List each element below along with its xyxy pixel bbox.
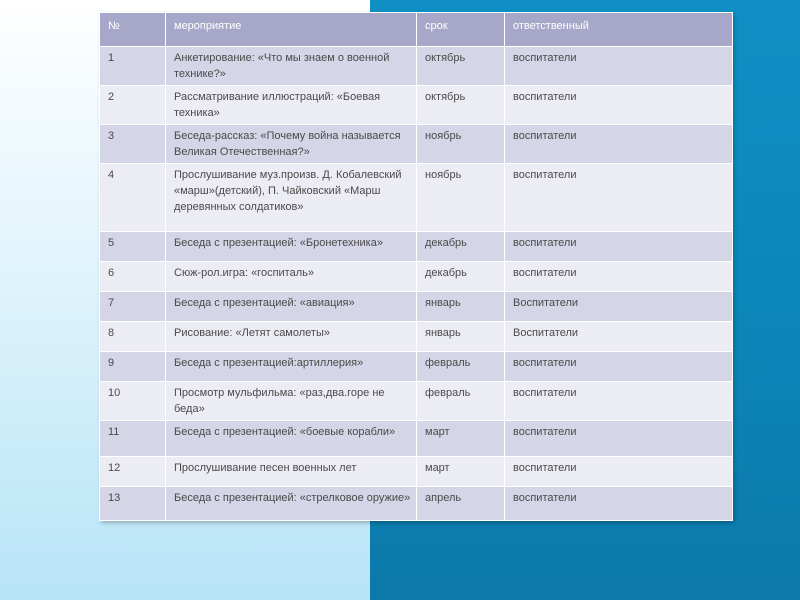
- cell-responsible: воспитатели: [505, 164, 733, 232]
- cell-term: февраль: [417, 352, 505, 382]
- cell-event: Беседа с презентацией: «стрелковое оружие»: [166, 487, 417, 521]
- cell-event: Беседа с презентацией: «боевые корабли»: [166, 421, 417, 457]
- cell-event: Рисование: «Летят самолеты»: [166, 322, 417, 352]
- cell-term: октябрь: [417, 86, 505, 125]
- table-row: [100, 382, 733, 421]
- cell-number: 4: [100, 164, 166, 232]
- cell-event: Сюж-рол.игра: «госпиталь»: [166, 262, 417, 292]
- cell-number: 1: [100, 47, 166, 86]
- cell-responsible: воспитатели: [505, 86, 733, 125]
- table-row: [100, 164, 733, 232]
- cell-number: 11: [100, 421, 166, 457]
- table-row: [100, 292, 733, 322]
- table-row: [100, 352, 733, 382]
- header-event: мероприятие: [166, 13, 417, 47]
- table-row: [100, 125, 733, 164]
- cell-event: Рассматривание иллюстраций: «Боевая техника»: [166, 86, 417, 125]
- header-responsible: ответственный: [505, 13, 733, 47]
- cell-event: Анкетирование: «Что мы знаем о военной технике?»: [166, 47, 417, 86]
- events-table-container: [99, 12, 732, 521]
- cell-responsible: воспитатели: [505, 382, 733, 421]
- cell-number: 8: [100, 322, 166, 352]
- table-row: [100, 457, 733, 487]
- cell-responsible: Воспитатели: [505, 292, 733, 322]
- cell-event: Беседа с презентацией:артиллерия»: [166, 352, 417, 382]
- cell-responsible: воспитатели: [505, 457, 733, 487]
- cell-term: ноябрь: [417, 164, 505, 232]
- cell-event: Беседа с презентацией: «авиация»: [166, 292, 417, 322]
- cell-responsible: воспитатели: [505, 125, 733, 164]
- cell-term: декабрь: [417, 262, 505, 292]
- cell-event: Просмотр мульфильма: «раз,два.горе не беда»: [166, 382, 417, 421]
- cell-responsible: воспитатели: [505, 262, 733, 292]
- cell-event: Прослушивание песен военных лет: [166, 457, 417, 487]
- table-row: [100, 262, 733, 292]
- cell-term: январь: [417, 292, 505, 322]
- cell-number: 13: [100, 487, 166, 521]
- cell-event: Беседа с презентацией: «Бронетехника»: [166, 232, 417, 262]
- table-row: [100, 322, 733, 352]
- cell-responsible: Воспитатели: [505, 322, 733, 352]
- cell-term: март: [417, 421, 505, 457]
- cell-number: 7: [100, 292, 166, 322]
- cell-term: октябрь: [417, 47, 505, 86]
- header-number: №: [100, 13, 166, 47]
- cell-event: Беседа-рассказ: «Почему война называется Великая Отечественная?»: [166, 125, 417, 164]
- cell-responsible: воспитатели: [505, 487, 733, 521]
- cell-number: 9: [100, 352, 166, 382]
- cell-event: Прослушивание муз.произв. Д. Кобалевский «марш»(детский), П. Чайковский «Марш деревянных солдатиков»: [166, 164, 417, 232]
- table-row: [100, 47, 733, 86]
- table-header-row: [100, 13, 733, 47]
- cell-number: 2: [100, 86, 166, 125]
- cell-responsible: воспитатели: [505, 47, 733, 86]
- table-row: [100, 86, 733, 125]
- cell-term: январь: [417, 322, 505, 352]
- events-table: [99, 12, 733, 521]
- cell-term: апрель: [417, 487, 505, 521]
- cell-responsible: воспитатели: [505, 232, 733, 262]
- cell-number: 3: [100, 125, 166, 164]
- table-row: [100, 421, 733, 457]
- cell-term: декабрь: [417, 232, 505, 262]
- cell-responsible: воспитатели: [505, 421, 733, 457]
- cell-term: ноябрь: [417, 125, 505, 164]
- cell-number: 5: [100, 232, 166, 262]
- header-term: срок: [417, 13, 505, 47]
- cell-number: 10: [100, 382, 166, 421]
- cell-term: март: [417, 457, 505, 487]
- cell-responsible: воспитатели: [505, 352, 733, 382]
- table-row: [100, 487, 733, 521]
- cell-term: февраль: [417, 382, 505, 421]
- table-row: [100, 232, 733, 262]
- cell-number: 6: [100, 262, 166, 292]
- cell-number: 12: [100, 457, 166, 487]
